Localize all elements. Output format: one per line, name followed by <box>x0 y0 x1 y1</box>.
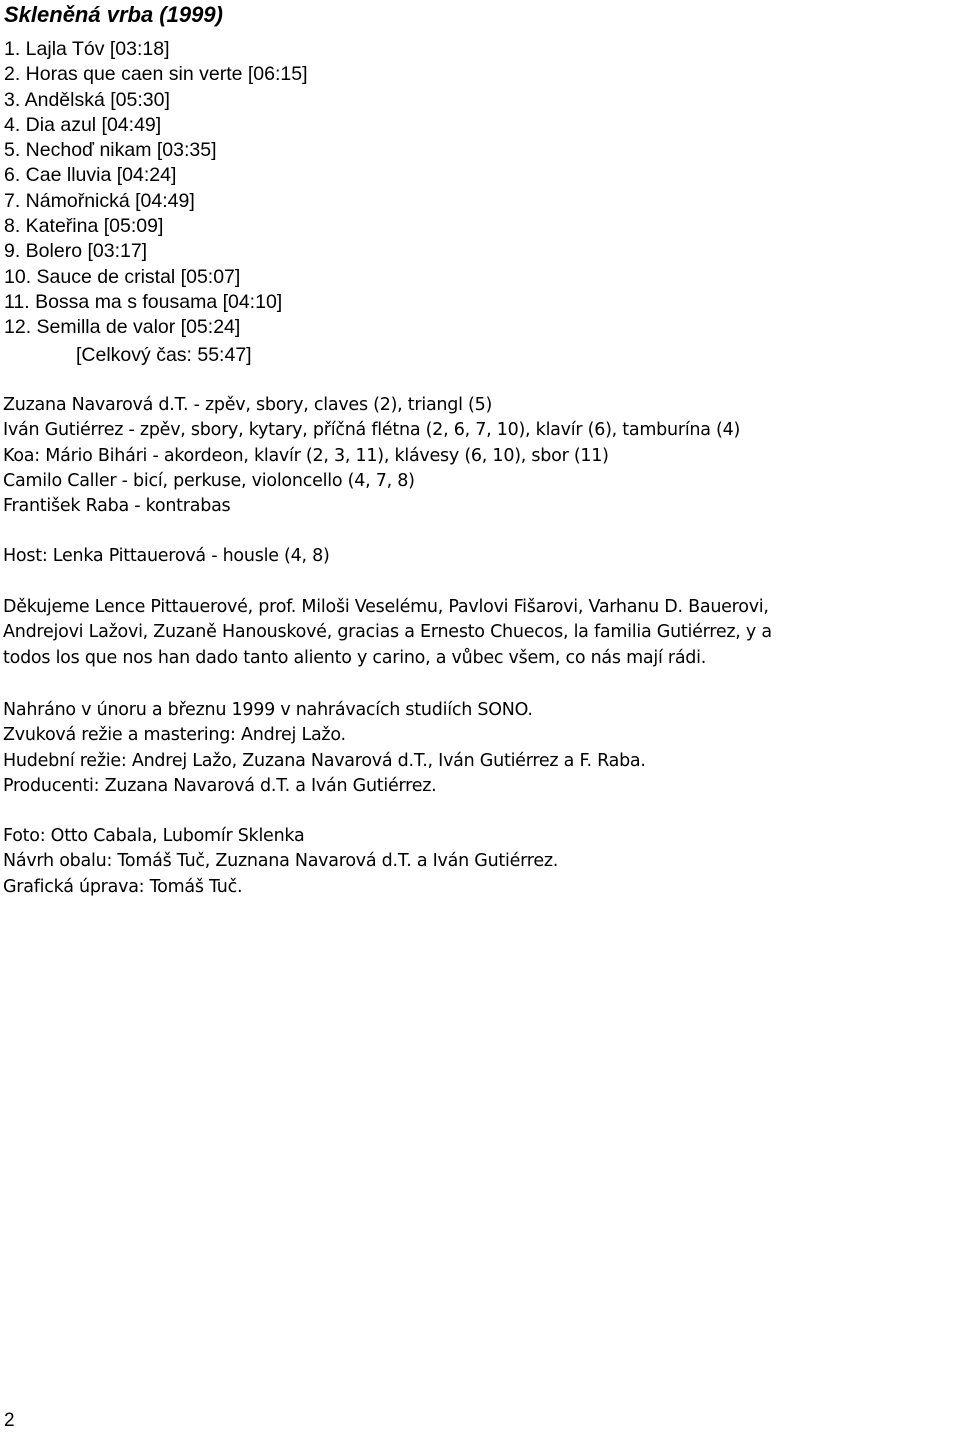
thanks-line: todos los que nos han dado tanto aliento y carino, a vůbec všem, co nás mají rádi. <box>3 647 707 668</box>
design-line: Foto: Otto Cabala, Lubomír Sklenka <box>3 826 305 846</box>
track-list <box>4 37 308 341</box>
track-item: 1. Lajla Tóv [03:18] <box>4 38 170 60</box>
thanks-section <box>3 595 772 671</box>
track-item: 10. Sauce de cristal [05:07] <box>4 265 241 288</box>
design-line: Návrh obalu: Tomáš Tuč, Zuznana Navarová d.T. a Iván Gutiérrez. <box>3 851 559 872</box>
thanks-line: Andrejovi Lažovi, Zuzaně Hanouskové, gracias a Ernesto Chuecos, la familia Gutiérrez, y a <box>3 622 772 643</box>
musician-line: Camilo Caller - bicí, perkuse, violoncello (4, 7, 8) <box>3 470 415 491</box>
page-number: 2 <box>4 1410 15 1431</box>
musician-line: Iván Gutiérrez - zpěv, sbory, kytary, příčná flétna (2, 6, 7, 10), klavír (6), tamburína (4) <box>3 420 741 441</box>
track-item: 9. Bolero [03:17] <box>4 240 148 263</box>
musician-line: František Raba - kontrabas <box>3 496 231 517</box>
production-section <box>3 698 646 799</box>
track-item: 7. Námořnická [04:49] <box>4 189 195 212</box>
track-item: 12. Semilla de valor [05:24] <box>4 316 241 339</box>
track-item: 4. Dia azul [04:49] <box>4 113 162 136</box>
thanks-line: Děkujeme Lence Pittauerové, prof. Miloši Veselému, Pavlovi Fišarovi, Varhanu D. Bauerovi, <box>3 597 769 617</box>
guest-section <box>3 544 330 569</box>
production-line: Producenti: Zuzana Navarová d.T. a Iván Gutiérrez. <box>3 775 437 796</box>
track-item: 3. Andělská [05:30] <box>4 88 170 111</box>
track-item: 2. Horas que caen sin verte [06:15] <box>4 63 308 86</box>
musician-line: Koa: Mário Bihári - akordeon, klavír (2, 3, 11), klávesy (6, 10), sbor (11) <box>3 445 609 466</box>
guest-line: Host: Lenka Pittauerová - housle (4, 8) <box>3 546 330 566</box>
production-line: Hudební režie: Andrej Lažo, Zuzana Navarová d.T., Iván Gutiérrez a F. Raba. <box>3 750 646 771</box>
design-line: Grafická úprava: Tomáš Tuč. <box>3 876 243 897</box>
track-item: 8. Kateřina [05:09] <box>4 215 164 238</box>
track-item: 11. Bossa ma s fousama [04:10] <box>4 290 283 313</box>
production-line: Nahráno v únoru a březnu 1999 v nahrávacích studiích SONO. <box>3 700 533 720</box>
album-title: Skleněná vrba (1999) <box>4 2 223 27</box>
musician-line: Zuzana Navarová d.T. - zpěv, sbory, claves (2), triangl (5) <box>3 395 493 415</box>
design-section <box>3 824 558 900</box>
track-item: 6. Cae lluvia [04:24] <box>4 164 177 187</box>
track-item: 5. Nechoď nikam [03:35] <box>4 139 217 162</box>
total-time: [Celkový čas: 55:47] <box>76 344 252 366</box>
production-line: Zvuková režie a mastering: Andrej Lažo. <box>3 725 346 746</box>
musicians-section <box>3 393 740 519</box>
